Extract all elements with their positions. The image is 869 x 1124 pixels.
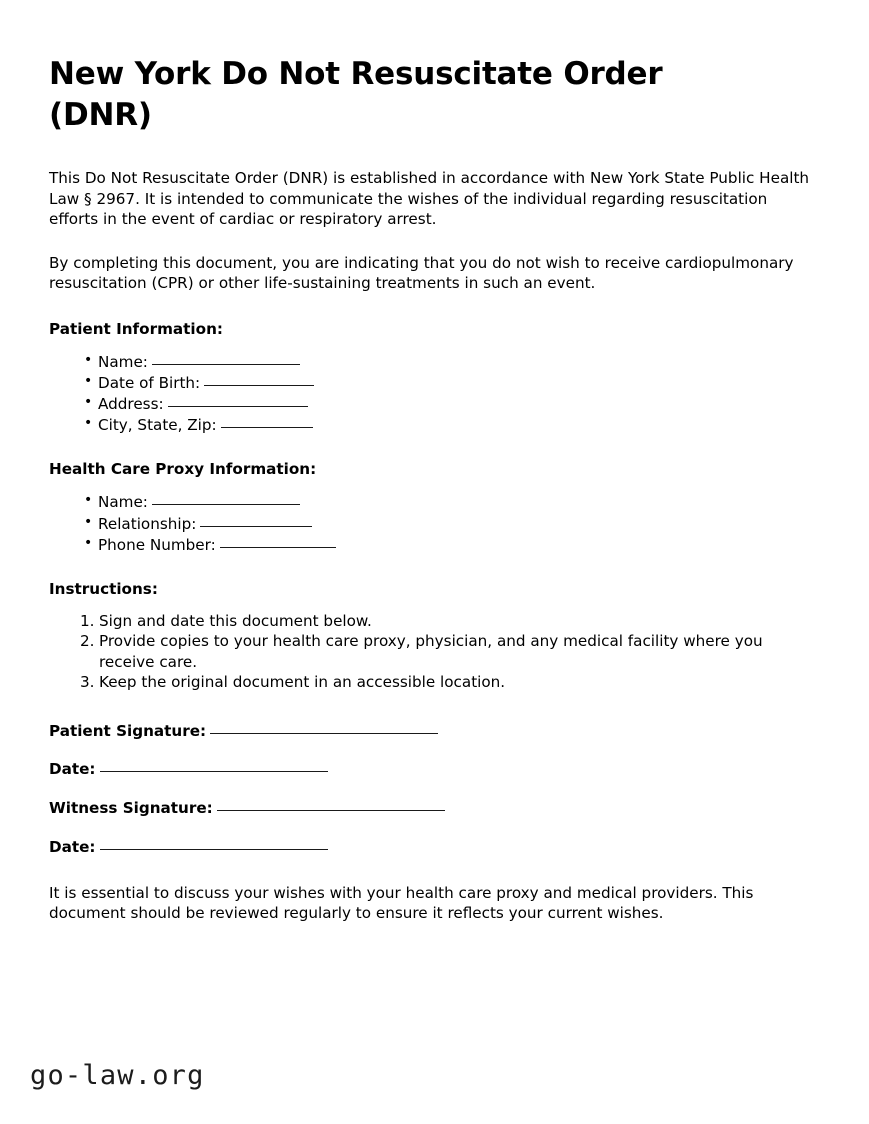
intro-paragraph-1: This Do Not Resuscitate Order (DNR) is established in accordance with New York State Public Health Law § 2967. It is intended to communicate the wishes of the individual regarding resuscitation efforts in the event of cardiac or respiratory arrest. — [49, 169, 810, 228]
witness-signature-row — [49, 797, 820, 818]
intro-paragraph-2: By completing this document, you are indicating that you do not wish to receive cardiopulmonary resuscitation (CPR) or other life-sustaining treatments in such an event. — [49, 253, 794, 292]
proxy-relationship-fill-line[interactable] — [200, 513, 312, 527]
field-label: Name: — [98, 352, 148, 371]
witness-date-fill-line[interactable] — [100, 836, 328, 850]
field-label: Phone Number: — [98, 535, 216, 554]
city-state-zip-fill-line[interactable] — [221, 414, 313, 428]
patient-information-field-list — [49, 351, 820, 436]
page-title: New York Do Not Resuscitate Order (DNR) — [49, 56, 663, 133]
proxy-phone-number-fill-line[interactable] — [220, 534, 336, 548]
section-heading-health-care-proxy-information: Health Care Proxy Information: — [49, 460, 317, 479]
patient-signature-label: Patient Signature: — [49, 721, 207, 740]
witness-signature-label: Witness Signature: — [49, 798, 213, 817]
field-label: Address: — [98, 394, 164, 413]
field-label: Date of Birth: — [98, 373, 201, 392]
list-item: Provide copies to your health care proxy, physician, and any medical facility where you receive care. — [99, 632, 763, 671]
name-fill-line[interactable] — [152, 351, 300, 365]
patient-date-label: Date: — [49, 759, 96, 778]
date-of-birth-fill-line[interactable] — [204, 372, 314, 386]
list-item: Sign and date this document below. — [99, 611, 372, 630]
witness-date-label: Date: — [49, 837, 96, 856]
patient-date-row — [49, 758, 820, 779]
section-heading-patient-information: Patient Information: — [49, 319, 223, 338]
health-care-proxy-field-list — [49, 491, 820, 555]
patient-date-fill-line[interactable] — [100, 758, 328, 772]
field-label: City, State, Zip: — [98, 416, 217, 435]
list-item — [84, 393, 820, 414]
instructions-list — [49, 611, 820, 693]
address-fill-line[interactable] — [168, 393, 308, 407]
list-item — [84, 513, 820, 534]
list-item — [84, 414, 820, 435]
proxy-name-fill-line[interactable] — [152, 491, 300, 505]
field-label: Name: — [98, 493, 148, 512]
witness-date-row — [49, 836, 820, 857]
footer-brand: go-law.org — [30, 1060, 205, 1091]
list-item — [84, 491, 820, 512]
list-item — [84, 351, 820, 372]
closing-paragraph: It is essential to discuss your wishes with your health care proxy and medical providers. This document should be reviewed regularly to ensure it reflects your current wishes. — [49, 883, 754, 923]
witness-signature-fill-line[interactable] — [217, 797, 445, 811]
list-item — [84, 372, 820, 393]
list-item — [84, 534, 820, 555]
section-heading-instructions: Instructions: — [49, 579, 158, 598]
list-item: Keep the original document in an accessible location. — [99, 673, 506, 692]
patient-signature-row — [49, 720, 820, 741]
patient-signature-fill-line[interactable] — [210, 720, 438, 734]
field-label: Relationship: — [98, 514, 197, 533]
